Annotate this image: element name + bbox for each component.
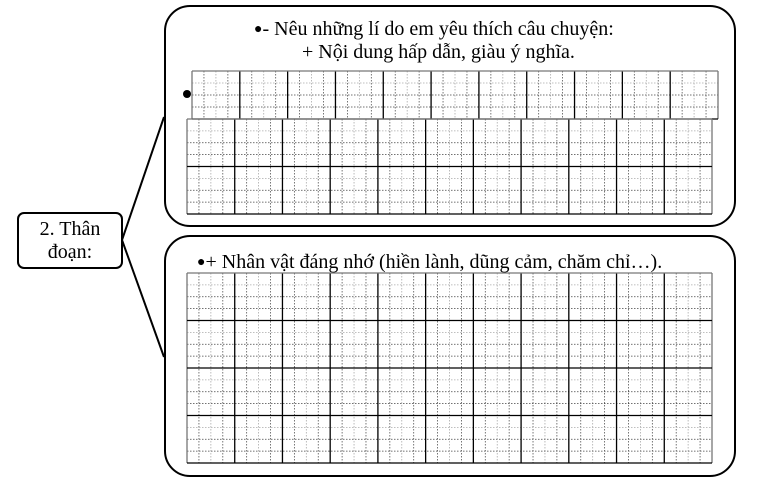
section-label-line1: 2. Thân <box>39 218 101 240</box>
bullet-icon: ● <box>197 255 206 270</box>
top-section-line1: - Nêu những lí do em yêu thích câu chuyện: <box>262 18 614 40</box>
bottom-section-line1: + Nhân vật đáng nhớ (hiền lành, dũng cảm, chăm chỉ…). <box>205 251 663 273</box>
bullet-icon: ● <box>254 22 263 37</box>
top-section-line2: + Nội dung hấp dẫn, giàu ý nghĩa. <box>302 41 575 63</box>
section-label-line2: đoạn: <box>47 241 93 263</box>
